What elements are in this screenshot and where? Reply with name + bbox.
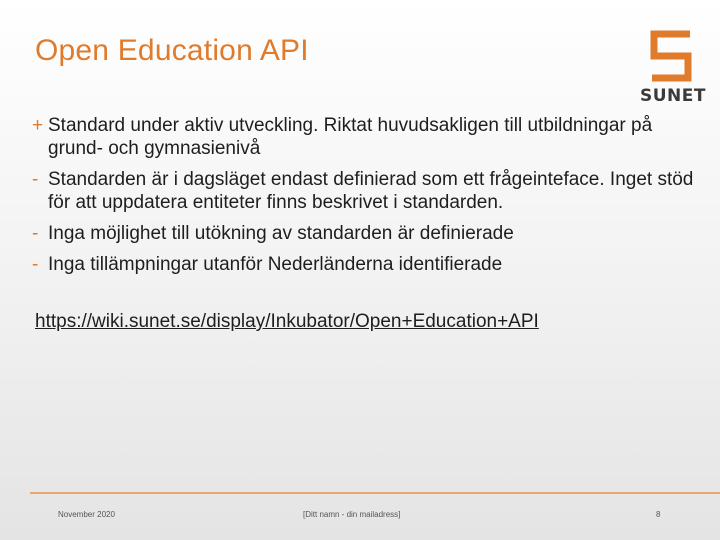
page-number: 8 (656, 510, 661, 519)
bullet-text: Inga möjlighet till utökning av standarden är definierade (48, 223, 514, 244)
sunet-logo (640, 26, 704, 106)
bullet-text: Standarden är i dagsläget endast definierad som ett frågeinteface. Inget stöd för att uppdatera entiteter finns beskrivet i standarden. (48, 169, 694, 213)
bullet-marker: - (32, 169, 39, 190)
bullet-marker: - (32, 254, 39, 275)
bullet-item (32, 168, 702, 214)
sunet-logo-mark-icon (648, 28, 694, 84)
footer-author: [Ditt namn - din mailadress] (303, 510, 401, 519)
footer-divider (30, 492, 720, 494)
bullet-marker: + (32, 115, 44, 136)
bullet-text: Standard under aktiv utveckling. Riktat huvudsakligen till utbildningar på grund- och gymnasienivå (48, 115, 653, 159)
bullet-item (32, 253, 702, 276)
bullet-marker: - (32, 223, 39, 244)
wiki-link[interactable]: https://wiki.sunet.se/display/Inkubator/Open+Education+API (35, 311, 539, 332)
bullet-item (32, 222, 702, 245)
bullet-item (32, 114, 702, 160)
slide-title: Open Education API (35, 34, 309, 67)
bullet-list (32, 114, 702, 284)
logo-text: SUNET (640, 86, 706, 106)
bullet-text: Inga tillämpningar utanför Nederländerna identifierade (48, 254, 503, 275)
footer-date: November 2020 (58, 510, 115, 519)
